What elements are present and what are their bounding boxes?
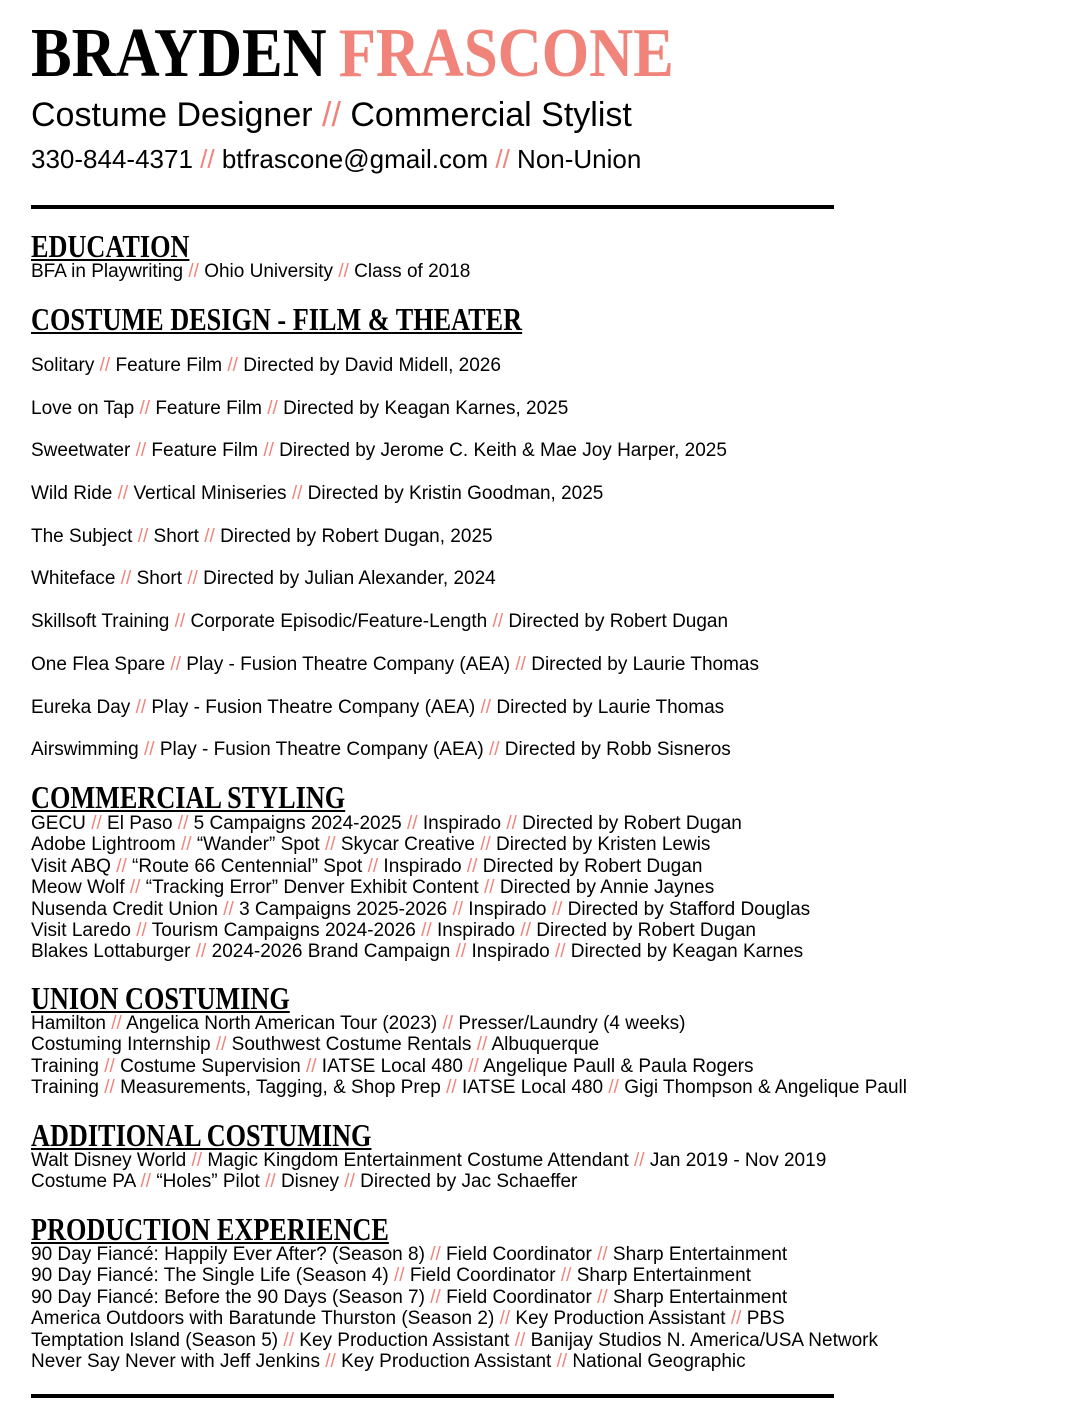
- separator: //: [136, 919, 147, 941]
- union-status: Non-Union: [517, 144, 642, 174]
- separator: //: [188, 261, 199, 282]
- section-additional-costuming: [31, 1150, 1082, 1193]
- entry-line: [31, 345, 1082, 388]
- separator: //: [730, 1308, 742, 1330]
- entry-part: Directed by Laurie Thomas: [496, 696, 725, 718]
- entry-part: Directed by Robert Dugan: [522, 813, 742, 834]
- entry-line: [31, 430, 1082, 473]
- separator: //: [305, 1055, 317, 1077]
- separator: //: [283, 1329, 294, 1351]
- separator: //: [488, 739, 500, 761]
- separator: //: [499, 1308, 511, 1330]
- entry-part: “Route 66 Centennial” Spot: [132, 855, 363, 877]
- entry-line: [31, 834, 1082, 855]
- entry-part: Training: [31, 1055, 99, 1077]
- separator: //: [143, 739, 155, 761]
- separator: //: [560, 1265, 572, 1287]
- entry-part: Wild Ride: [31, 483, 113, 505]
- separator: //: [393, 1265, 405, 1287]
- separator: //: [476, 1034, 488, 1056]
- separator: //: [480, 834, 491, 856]
- entry-part: Training: [31, 1077, 99, 1099]
- entry-part: Directed by Robert Dugan: [536, 919, 756, 941]
- entry-part: Ohio University: [204, 261, 334, 282]
- entry-part: Play - Fusion Theatre Company (AEA): [159, 739, 484, 761]
- entry-part: Skycar Creative: [340, 834, 475, 856]
- separator: //: [597, 1244, 608, 1265]
- separator: //: [367, 855, 379, 877]
- separator: //: [551, 898, 563, 920]
- separator: //: [135, 696, 147, 718]
- entry-part: Inspirado: [436, 919, 516, 941]
- separator: //: [181, 834, 192, 856]
- entry-part: 90 Day Fiancé: Happily Ever After? (Season 8): [31, 1244, 425, 1265]
- separator: //: [140, 1171, 152, 1193]
- entry-part: “Tracking Error” Denver Exhibit Content: [145, 877, 479, 899]
- professional-title: [31, 93, 632, 137]
- bottom-divider: [31, 1394, 834, 1398]
- entry-part: Presser/Laundry (4 weeks): [458, 1013, 686, 1034]
- entry-part: Costuming Internship: [31, 1034, 211, 1056]
- entry-part: Visit Laredo: [31, 919, 131, 941]
- section-education: [31, 261, 1082, 282]
- entry-part: Visit ABQ: [31, 855, 111, 877]
- separator: //: [322, 96, 341, 134]
- separator: //: [191, 1150, 203, 1171]
- entry-part: Measurements, Tagging, & Shop Prep: [120, 1077, 441, 1099]
- separator: //: [104, 1077, 115, 1099]
- entry-part: Directed by Keagan Karnes, 2025: [283, 397, 569, 419]
- entry-part: Airswimming: [31, 739, 139, 761]
- separator: //: [455, 941, 467, 963]
- separator: //: [430, 1244, 441, 1265]
- entry-part: Directed by Robert Dugan, 2025: [220, 525, 493, 547]
- entry-part: Skillsoft Training: [31, 611, 170, 633]
- entry-part: PBS: [746, 1308, 785, 1330]
- entry-part: Disney: [280, 1171, 340, 1193]
- separator: //: [492, 611, 504, 633]
- entry-part: Directed by Robert Dugan: [482, 855, 703, 877]
- entry-part: Directed by David Midell, 2026: [243, 355, 501, 376]
- entry-line: [31, 1171, 1082, 1192]
- separator: //: [556, 1350, 568, 1372]
- entry-part: Hamilton: [31, 1013, 106, 1034]
- section-title-additional-costuming: ADDITIONAL COSTUMING: [31, 1117, 372, 1153]
- phone-number: 330-844-4371: [31, 144, 193, 174]
- entry-part: “Holes” Pilot: [156, 1171, 260, 1193]
- entry-line: [31, 856, 1082, 877]
- entry-part: Play - Fusion Theatre Company (AEA): [151, 696, 476, 718]
- separator: //: [634, 1150, 645, 1171]
- section-title-education: EDUCATION: [31, 228, 190, 264]
- entry-part: Feature Film: [115, 355, 223, 376]
- separator: //: [515, 653, 526, 675]
- entry-part: Angelique Paull & Paula Rogers: [483, 1055, 754, 1077]
- entry-line: [31, 729, 1082, 772]
- entry-part: Feature Film: [151, 440, 259, 462]
- entry-part: Directed by Keagan Karnes: [570, 941, 804, 963]
- separator: //: [468, 1055, 479, 1077]
- separator: //: [480, 696, 492, 718]
- separator: //: [446, 1077, 457, 1099]
- last-name: FRASCONE: [338, 15, 674, 92]
- entry-line: [31, 1056, 1082, 1077]
- entry-part: Directed by Julian Alexander, 2024: [203, 568, 496, 590]
- separator: //: [139, 397, 151, 419]
- separator: //: [137, 525, 149, 547]
- entry-line: [31, 813, 1082, 834]
- entry-part: National Geographic: [572, 1350, 746, 1372]
- separator: //: [338, 261, 349, 282]
- entry-part: GECU: [31, 813, 86, 834]
- entry-part: Vertical Miniseries: [133, 483, 287, 505]
- entry-line: [31, 1034, 1082, 1055]
- entry-part: One Flea Spare: [31, 653, 166, 675]
- entry-part: Tourism Campaigns 2024-2026: [151, 919, 416, 941]
- entry-part: BFA in Playwriting: [31, 261, 184, 282]
- section-title-commercial-styling: COMMERCIAL STYLING: [31, 779, 346, 815]
- separator: //: [267, 397, 278, 419]
- entry-part: Directed by Robb Sisneros: [504, 739, 731, 761]
- entry-part: Directed by Kristin Goodman, 2025: [307, 483, 604, 505]
- title-part: Costume Designer: [31, 96, 313, 134]
- entry-part: Inspirado: [383, 855, 462, 877]
- entry-line: [31, 473, 1082, 516]
- entry-part: Directed by Stafford Douglas: [567, 898, 811, 920]
- entry-part: IATSE Local 480: [321, 1055, 463, 1077]
- separator: //: [265, 1171, 276, 1193]
- entry-part: Angelica North American Tour (2023): [126, 1013, 438, 1034]
- entry-line: [31, 1244, 1082, 1265]
- entry-part: Sharp Entertainment: [612, 1244, 788, 1265]
- separator: //: [117, 483, 129, 505]
- entry-part: America Outdoors with Baratunde Thurston (Season 2): [31, 1308, 495, 1330]
- separator: //: [442, 1013, 454, 1034]
- separator: //: [263, 440, 274, 462]
- separator: //: [111, 1013, 122, 1034]
- entry-line: [31, 687, 1082, 730]
- separator: //: [129, 877, 141, 899]
- entry-part: 90 Day Fiancé: The Single Life (Season 4): [31, 1265, 389, 1287]
- entry-line: [31, 1265, 1082, 1286]
- separator: //: [430, 1286, 441, 1308]
- entry-part: 3 Campaigns 2025-2026: [239, 898, 448, 920]
- entry-part: Directed by Robert Dugan: [508, 611, 729, 633]
- entry-part: Southwest Costume Rentals: [231, 1034, 472, 1056]
- section-production-experience: [31, 1244, 1082, 1372]
- entry-part: Sharp Entertainment: [576, 1265, 751, 1287]
- separator: //: [452, 898, 464, 920]
- entry-part: Key Production Assistant: [299, 1329, 510, 1351]
- separator: //: [608, 1077, 619, 1099]
- contact-info: [31, 142, 641, 176]
- entry-part: Gigi Thompson & Angelique Paull: [624, 1077, 907, 1099]
- entry-line: [31, 516, 1082, 559]
- section-commercial-styling: [31, 813, 1082, 963]
- entry-line: [31, 1287, 1082, 1308]
- entry-line: [31, 1013, 1082, 1034]
- title-part: Commercial Stylist: [350, 96, 632, 134]
- entry-part: Costume PA: [31, 1171, 136, 1193]
- entry-part: Key Production Assistant: [341, 1350, 552, 1372]
- entry-part: Albuquerque: [491, 1034, 600, 1056]
- separator: //: [325, 1350, 336, 1372]
- separator: //: [520, 919, 531, 941]
- entry-part: Field Coordinator: [409, 1265, 556, 1287]
- separator: //: [187, 568, 198, 590]
- entry-part: Solitary: [31, 355, 95, 376]
- entry-part: Costume Supervision: [120, 1055, 301, 1077]
- separator: //: [344, 1171, 355, 1193]
- entry-part: Inspirado: [468, 898, 547, 920]
- resume-name: [31, 14, 674, 94]
- entry-part: Meow Wolf: [31, 877, 125, 899]
- entry-part: Directed by Jac Schaeffer: [360, 1171, 578, 1193]
- separator: //: [116, 855, 127, 877]
- separator: //: [200, 144, 215, 174]
- entry-part: Key Production Assistant: [515, 1308, 726, 1330]
- entry-part: Jan 2019 - Nov 2019: [649, 1150, 827, 1171]
- separator: //: [484, 877, 495, 899]
- entry-part: Directed by Laurie Thomas: [531, 653, 759, 675]
- entry-part: El Paso: [107, 813, 173, 834]
- separator: //: [174, 611, 186, 633]
- entry-line: [31, 644, 1082, 687]
- separator: //: [204, 525, 215, 547]
- entry-line: [31, 877, 1082, 898]
- email-address: btfrascone@gmail.com: [221, 144, 489, 174]
- separator: //: [104, 1055, 115, 1077]
- separator: //: [554, 941, 566, 963]
- separator: //: [195, 941, 207, 963]
- entry-line: [31, 1351, 1082, 1372]
- entry-line: [31, 388, 1082, 431]
- entry-part: Blakes Lottaburger: [31, 941, 191, 963]
- entry-part: Field Coordinator: [446, 1244, 592, 1265]
- entry-part: “Wander” Spot: [196, 834, 320, 856]
- entry-part: Love on Tap: [31, 397, 135, 419]
- separator: //: [91, 813, 102, 834]
- entry-line: [31, 1077, 1082, 1098]
- entry-part: Short: [153, 525, 199, 547]
- entry-line: [31, 601, 1082, 644]
- entry-part: 90 Day Fiancé: Before the 90 Days (Season 7): [31, 1286, 425, 1308]
- entry-part: Sharp Entertainment: [612, 1286, 788, 1308]
- separator: //: [177, 813, 189, 834]
- entry-part: Inspirado: [471, 941, 550, 963]
- separator: //: [120, 568, 132, 590]
- entry-part: IATSE Local 480: [461, 1077, 604, 1099]
- entry-part: Feature Film: [155, 397, 262, 419]
- section-costume-design: [31, 345, 1082, 772]
- section-title-union-costuming: UNION COSTUMING: [31, 980, 290, 1016]
- separator: //: [466, 855, 478, 877]
- separator: //: [597, 1286, 608, 1308]
- entry-line: [31, 261, 1082, 282]
- section-title-production-experience: PRODUCTION EXPERIENCE: [31, 1211, 389, 1247]
- entry-part: Eureka Day: [31, 696, 131, 718]
- separator: //: [506, 813, 517, 834]
- separator: //: [170, 653, 181, 675]
- separator: //: [324, 834, 336, 856]
- entry-part: Directed by Annie Jaynes: [499, 877, 715, 899]
- entry-part: Inspirado: [422, 813, 502, 834]
- separator: //: [99, 355, 111, 376]
- entry-part: Nusenda Credit Union: [31, 898, 218, 920]
- section-title-costume-design: COSTUME DESIGN - FILM & THEATER: [31, 301, 523, 337]
- entry-part: Never Say Never with Jeff Jenkins: [31, 1350, 320, 1372]
- entry-line: [31, 1308, 1082, 1329]
- entry-part: Walt Disney World: [31, 1150, 187, 1171]
- section-union-costuming: [31, 1013, 1082, 1099]
- entry-part: 2024-2026 Brand Campaign: [211, 941, 451, 963]
- entry-part: Directed by Kristen Lewis: [496, 834, 711, 856]
- separator: //: [227, 355, 238, 376]
- entry-part: Adobe Lightroom: [31, 834, 176, 856]
- entry-part: Temptation Island (Season 5): [31, 1329, 279, 1351]
- entry-line: [31, 558, 1082, 601]
- separator: //: [291, 483, 303, 505]
- entry-line: [31, 920, 1082, 941]
- entry-part: Magic Kingdom Entertainment Costume Attendant: [207, 1150, 629, 1171]
- entry-part: Play - Fusion Theatre Company (AEA): [186, 653, 511, 675]
- entry-part: Directed by Jerome C. Keith & Mae Joy Harper, 2025: [279, 440, 727, 462]
- first-name: BRAYDEN: [31, 15, 327, 92]
- separator: //: [495, 144, 510, 174]
- entry-line: [31, 941, 1082, 962]
- entry-part: Field Coordinator: [446, 1286, 592, 1308]
- separator: //: [215, 1034, 227, 1056]
- separator: //: [421, 919, 432, 941]
- separator: //: [135, 440, 147, 462]
- separator: //: [223, 898, 234, 920]
- entry-part: Banijay Studios N. America/USA Network: [530, 1329, 878, 1351]
- entry-line: [31, 899, 1082, 920]
- separator: //: [514, 1329, 526, 1351]
- top-divider: [31, 205, 834, 209]
- entry-part: Short: [136, 568, 183, 590]
- entry-part: 5 Campaigns 2024-2025: [193, 813, 402, 834]
- separator: //: [407, 813, 418, 834]
- entry-part: Class of 2018: [354, 261, 471, 282]
- entry-part: Sweetwater: [31, 440, 131, 462]
- entry-line: [31, 1330, 1082, 1351]
- entry-part: Whiteface: [31, 568, 116, 590]
- entry-line: [31, 1150, 1082, 1171]
- entry-part: Corporate Episodic/Feature-Length: [190, 611, 488, 633]
- entry-part: The Subject: [31, 525, 133, 547]
